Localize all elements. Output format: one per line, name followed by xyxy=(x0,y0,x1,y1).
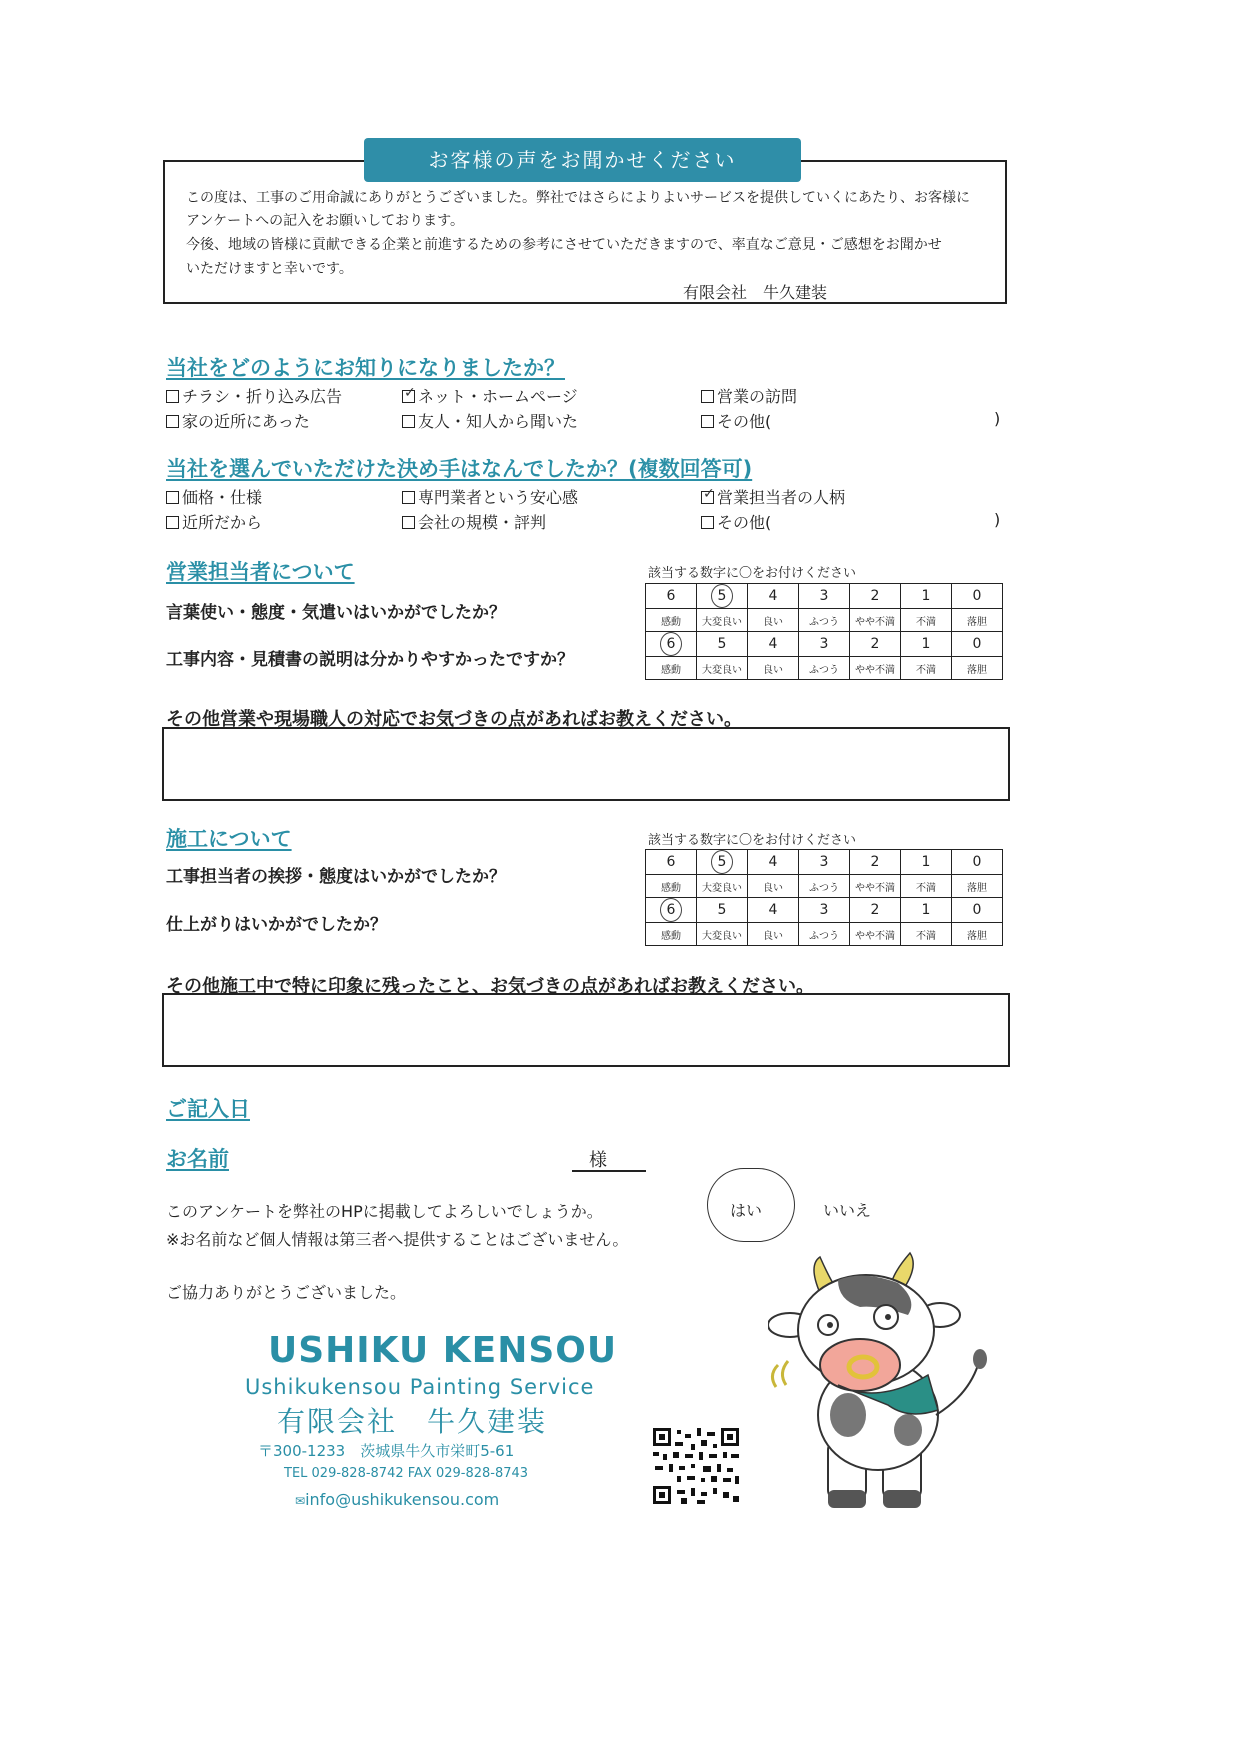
rating-label: 落胆 xyxy=(952,657,1003,680)
rating-cell-3[interactable]: 3 xyxy=(799,632,850,657)
rating-cell-3[interactable]: 3 xyxy=(799,898,850,923)
rating-label: 落胆 xyxy=(952,923,1003,946)
rating-cell-0[interactable]: 0 xyxy=(952,850,1003,875)
q2-option-specialist[interactable]: 専門業者という安心感 xyxy=(402,485,578,508)
rating-label: 不満 xyxy=(901,923,952,946)
sales-comment-box[interactable] xyxy=(162,727,1010,801)
rating-label: ふつう xyxy=(799,657,850,680)
rating-label: ふつう xyxy=(799,923,850,946)
intro-line-4: いただけますと幸いです。 xyxy=(186,261,353,277)
rating-cell-4[interactable]: 4 xyxy=(748,850,799,875)
page-title: お客様の声をお聞かせください xyxy=(364,138,801,182)
date-label: ご記入日 xyxy=(166,1097,250,1121)
rating-label: 感動 xyxy=(646,923,697,946)
rating-number-row xyxy=(646,584,1003,609)
rating-label: 良い xyxy=(748,923,799,946)
rating-cell-1[interactable]: 1 xyxy=(901,898,952,923)
q1-other-close: ) xyxy=(994,409,1001,428)
rating-cell-4[interactable]: 4 xyxy=(748,632,799,657)
rating-number-row xyxy=(646,898,1003,923)
brand-email[interactable]: ✉info@ushikukensou.com xyxy=(295,1490,500,1509)
rating-label: 良い xyxy=(748,609,799,632)
rating-label-row xyxy=(646,923,1003,946)
q2-option-reputation[interactable]: 会社の規模・評判 xyxy=(402,510,546,533)
rating-cell-0[interactable]: 0 xyxy=(952,584,1003,609)
rating-cell-2[interactable]: 2 xyxy=(850,584,901,609)
rating-label: 大変良い xyxy=(697,923,748,946)
rating-label: ふつう xyxy=(799,609,850,632)
checkbox-icon xyxy=(402,516,415,529)
checkbox-checked-icon xyxy=(701,491,714,504)
rating-cell-3[interactable]: 3 xyxy=(799,850,850,875)
sales-instruction: 該当する数字に〇をお付けください xyxy=(648,566,857,581)
q2-heading: 当社を選んでいただけた決め手はなんでしたか？(複数回答可) xyxy=(166,457,753,481)
sales-question-1: 言葉使い・態度・気遣いはいかがでしたか？ xyxy=(166,603,506,623)
selected-rating: 5 xyxy=(711,584,733,608)
rating-cell-5[interactable] xyxy=(697,850,748,875)
q1-heading: 当社をどのようにお知りになりましたか？ xyxy=(166,356,565,380)
rating-cell-0[interactable]: 0 xyxy=(952,632,1003,657)
sales-heading: 営業担当者について xyxy=(166,560,355,584)
brand-name-jp: 有限会社 牛久建装 xyxy=(277,1405,548,1438)
rating-label: 良い xyxy=(748,657,799,680)
rating-label-row xyxy=(646,657,1003,680)
rating-cell-2[interactable]: 2 xyxy=(850,898,901,923)
rating-cell-6[interactable] xyxy=(646,632,697,657)
company-signature: 有限会社 牛久建装 xyxy=(683,283,828,302)
sales-rating-table xyxy=(645,583,1003,680)
selected-rating: 6 xyxy=(660,898,682,922)
rating-cell-1[interactable]: 1 xyxy=(901,584,952,609)
rating-label: 大変良い xyxy=(697,875,748,898)
rating-label: 感動 xyxy=(646,875,697,898)
selected-rating: 6 xyxy=(660,632,682,656)
no-option[interactable]: いいえ xyxy=(823,1201,872,1220)
name-underline xyxy=(572,1170,646,1172)
rating-label-row xyxy=(646,609,1003,632)
construction-instruction: 該当する数字に〇をお付けください xyxy=(648,833,857,848)
q2-other-close: ) xyxy=(994,510,1001,529)
rating-label: 不満 xyxy=(901,875,952,898)
rating-label-row xyxy=(646,875,1003,898)
qr-code-icon[interactable] xyxy=(651,1426,741,1506)
selected-rating: 5 xyxy=(711,850,733,874)
intro-line-3: 今後、地域の皆様に貢献できる企業と前進するための参考にさせていただきますので、率直なご意見・ご感想をお聞かせ xyxy=(186,237,942,253)
construction-rating-table xyxy=(645,849,1003,946)
mail-icon: ✉ xyxy=(295,1494,306,1508)
brand-name-en: USHIKU KENSOU xyxy=(268,1330,618,1371)
q2-option-sales-person[interactable]: ✓ 営業担当者の人柄 xyxy=(701,485,845,508)
q1-option-flyer[interactable]: チラシ・折り込み広告 xyxy=(166,384,342,407)
thanks-text: ご協力ありがとうございました。 xyxy=(166,1283,407,1302)
q1-option-other[interactable]: その他( xyxy=(701,409,771,432)
rating-label: 良い xyxy=(748,875,799,898)
sales-other-question: その他営業や現場職人の対応でお気づきの点があればお教えください。 xyxy=(166,709,742,730)
checkbox-icon xyxy=(166,390,179,403)
name-label: お名前 xyxy=(166,1147,229,1171)
brand-phone: TEL 029-828-8742 FAX 029-828-8743 xyxy=(284,1466,529,1481)
construction-other-question: その他施工中で特に印象に残ったこと、お気づきの点があればお教えください。 xyxy=(166,976,814,997)
rating-cell-6[interactable]: 6 xyxy=(646,850,697,875)
brand-address: 〒300-1233 茨城県牛久市栄町5-61 xyxy=(258,1442,515,1460)
rating-cell-2[interactable]: 2 xyxy=(850,632,901,657)
rating-label: 不満 xyxy=(901,609,952,632)
rating-label: 落胆 xyxy=(952,609,1003,632)
rating-cell-4[interactable]: 4 xyxy=(748,898,799,923)
sales-question-2: 工事内容・見積書の説明は分かりやすかったですか？ xyxy=(166,650,574,670)
rating-cell-1[interactable]: 1 xyxy=(901,850,952,875)
q2-option-other[interactable]: その他( xyxy=(701,510,771,533)
rating-cell-5[interactable] xyxy=(697,584,748,609)
checkbox-icon xyxy=(701,516,714,529)
rating-cell-5[interactable]: 5 xyxy=(697,632,748,657)
rating-label: 感動 xyxy=(646,609,697,632)
checkbox-icon xyxy=(701,390,714,403)
rating-label: 感動 xyxy=(646,657,697,680)
yes-option[interactable]: はい xyxy=(730,1201,763,1220)
q1-option-sales-visit[interactable]: 営業の訪問 xyxy=(701,384,797,407)
construction-heading: 施工について xyxy=(166,827,292,851)
cow-mascot-icon xyxy=(768,1245,1000,1520)
consent-question: このアンケートを弊社のHPに掲載してよろしいでしょうか。 xyxy=(166,1202,603,1221)
rating-number-row xyxy=(646,632,1003,657)
q1-option-nearby[interactable]: 家の近所にあった xyxy=(166,409,310,432)
rating-label: やや不満 xyxy=(850,609,901,632)
rating-label: 大変良い xyxy=(697,657,748,680)
brand-subtitle: Ushikukensou Painting Service xyxy=(245,1375,595,1399)
q2-option-price[interactable]: 価格・仕様 xyxy=(166,485,262,508)
rating-number-row xyxy=(646,850,1003,875)
honorific: 様 xyxy=(589,1150,607,1171)
rating-label: やや不満 xyxy=(850,923,901,946)
rating-cell-3[interactable]: 3 xyxy=(799,584,850,609)
construction-comment-box[interactable] xyxy=(162,993,1010,1067)
rating-label: ふつう xyxy=(799,875,850,898)
rating-cell-4[interactable]: 4 xyxy=(748,584,799,609)
rating-cell-5[interactable]: 5 xyxy=(697,898,748,923)
rating-cell-6[interactable]: 6 xyxy=(646,584,697,609)
checkbox-icon xyxy=(402,491,415,504)
construction-question-1: 工事担当者の挨拶・態度はいかがでしたか？ xyxy=(166,867,506,887)
intro-line-2: アンケートへの記入をお願いしております。 xyxy=(186,213,465,229)
q2-option-nearby[interactable]: 近所だから xyxy=(166,510,262,533)
checkbox-icon xyxy=(701,415,714,428)
checkbox-checked-icon xyxy=(402,390,415,403)
construction-question-2: 仕上がりはいかがでしたか？ xyxy=(166,915,387,935)
q1-option-web[interactable]: ✓ ネット・ホームページ xyxy=(402,384,578,407)
rating-label: やや不満 xyxy=(850,875,901,898)
checkbox-icon xyxy=(166,516,179,529)
rating-cell-6[interactable] xyxy=(646,898,697,923)
intro-line-1: この度は、工事のご用命誠にありがとうございました。弊社ではさらによりよいサービスを提供していくにあたり、お客様に xyxy=(186,190,970,206)
rating-cell-2[interactable]: 2 xyxy=(850,850,901,875)
privacy-note: ※お名前など個人情報は第三者へ提供することはございません。 xyxy=(166,1230,629,1249)
checkbox-icon xyxy=(166,491,179,504)
rating-label: やや不満 xyxy=(850,657,901,680)
rating-cell-1[interactable]: 1 xyxy=(901,632,952,657)
rating-cell-0[interactable]: 0 xyxy=(952,898,1003,923)
rating-label: 落胆 xyxy=(952,875,1003,898)
checkbox-icon xyxy=(166,415,179,428)
rating-label: 大変良い xyxy=(697,609,748,632)
rating-label: 不満 xyxy=(901,657,952,680)
q1-option-friend[interactable]: 友人・知人から聞いた xyxy=(402,409,578,432)
checkbox-icon xyxy=(402,415,415,428)
